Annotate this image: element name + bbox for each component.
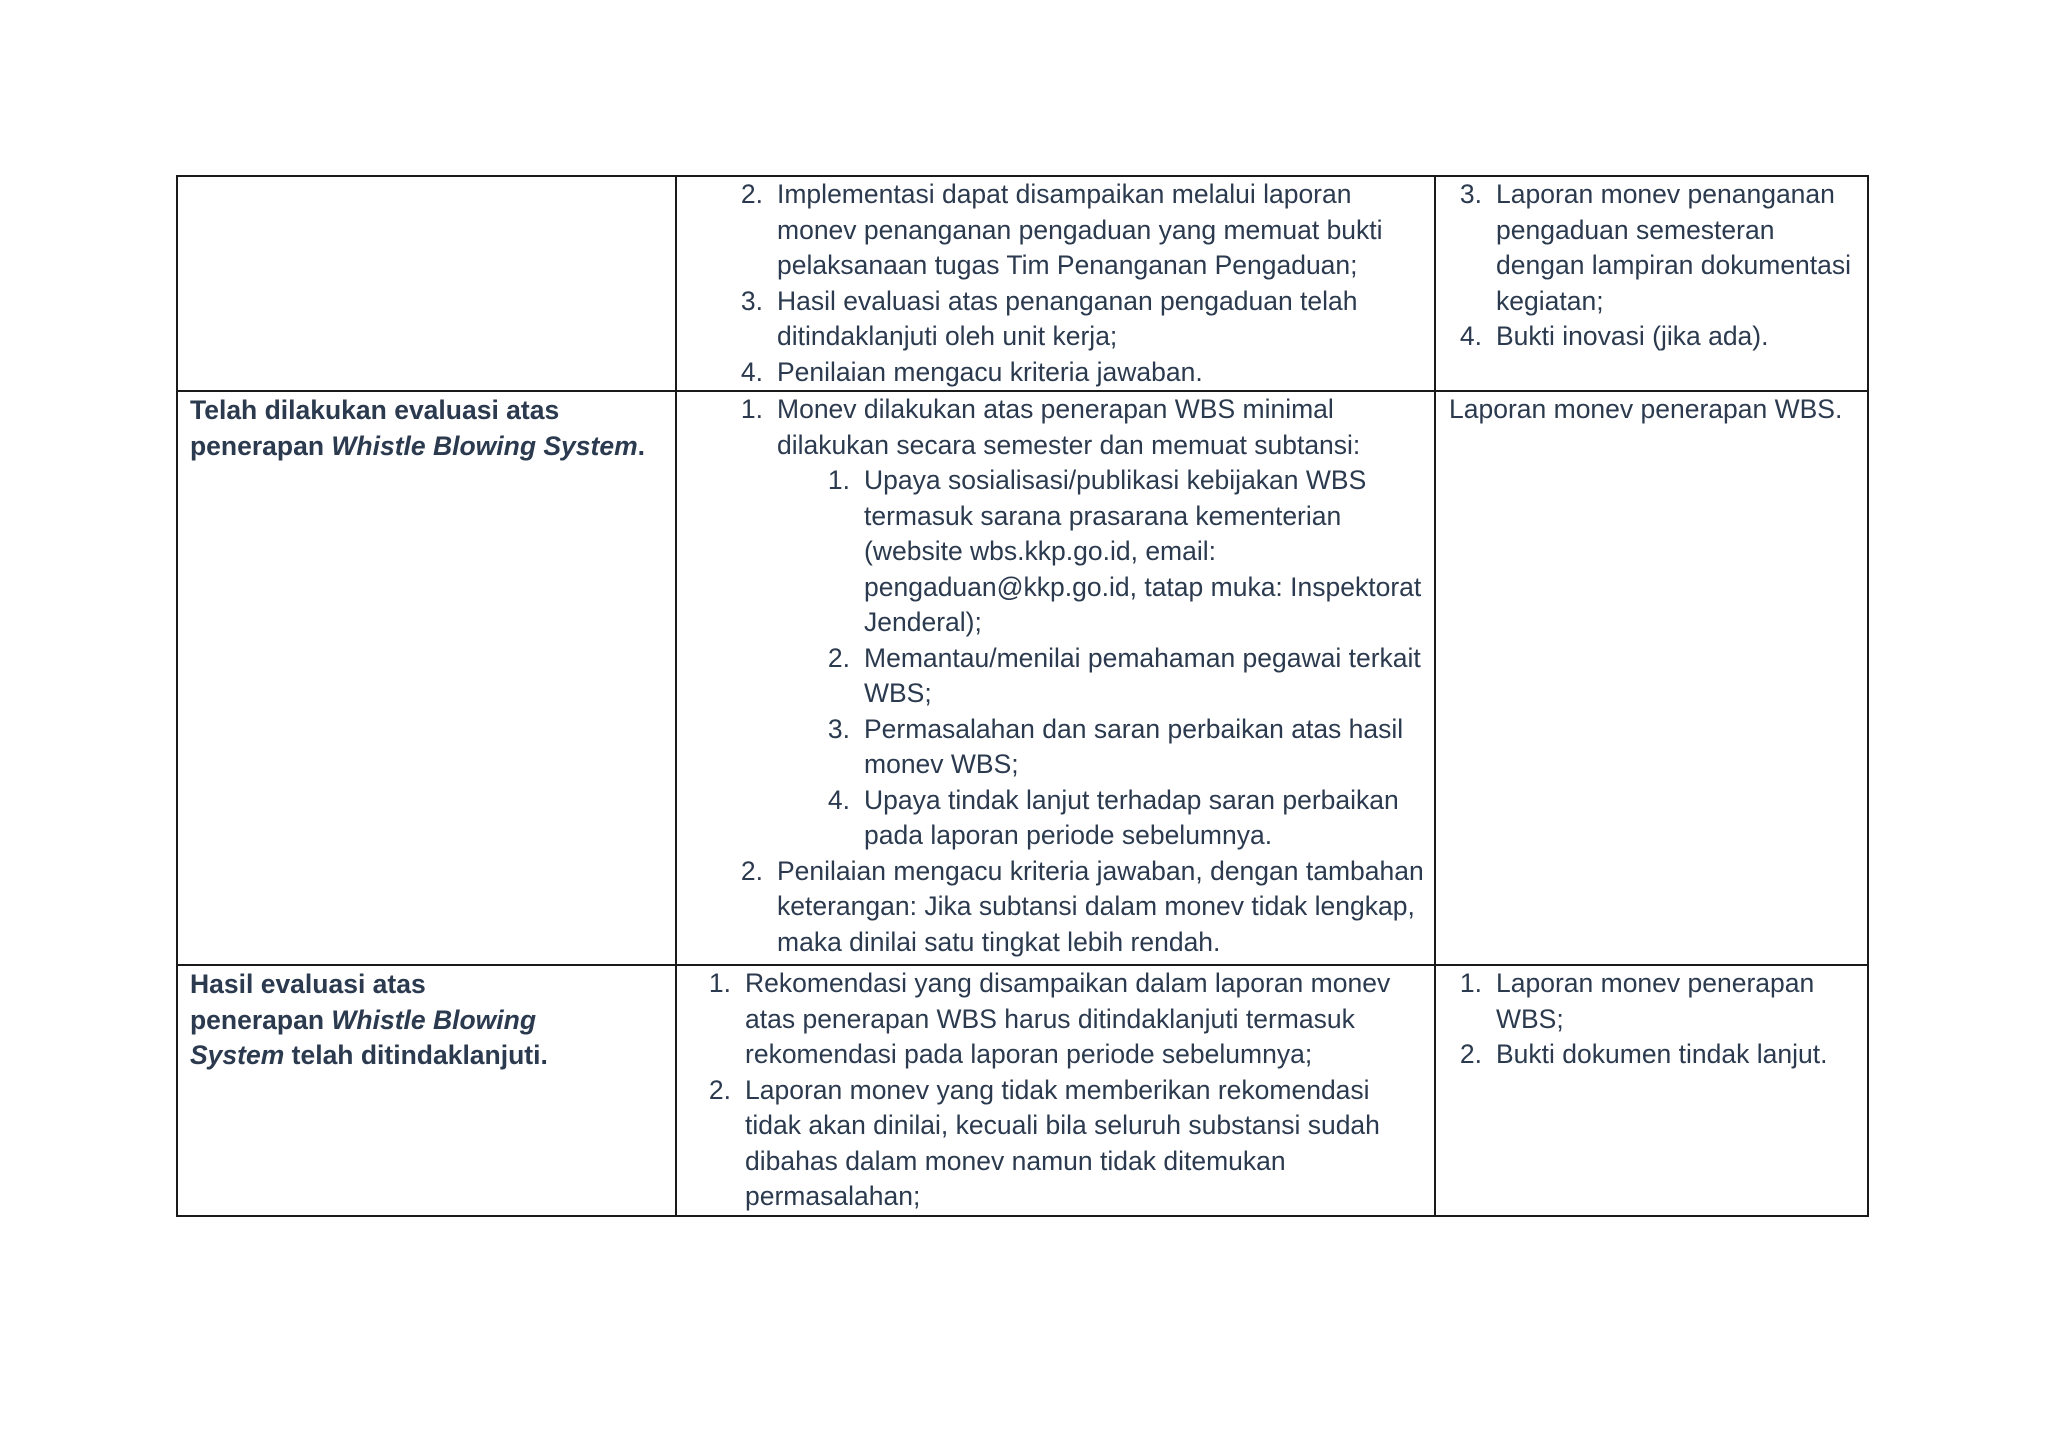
- sub-list-item: 3. Permasalahan dan saran perbaikan atas hasil monev WBS;: [827, 713, 1404, 779]
- list-item: 1. Rekomendasi yang disampaikan dalam laporan monev atas penerapan WBS harus ditindaklanjuti termasuk rekomendasi pada laporan periode sebelumnya;: [708, 968, 1391, 1069]
- sub-list-item: 4. Upaya tindak lanjut terhadap saran perbaikan pada laporan periode sebelumnya.: [827, 784, 1399, 850]
- criteria-cell: [177, 176, 676, 391]
- criteria-line: penerapan Whistle Blowing: [190, 1004, 537, 1035]
- list-item: 2. Bukti dokumen tindak lanjut.: [1459, 1039, 1828, 1069]
- evidence-text: Laporan monev penerapan WBS.: [1449, 394, 1843, 424]
- criteria-line: Telah dilakukan evaluasi atas: [190, 395, 560, 425]
- evidence-cell: [1435, 176, 1868, 391]
- list-item: 1. Monev dilakukan atas penerapan WBS minimal dilakukan secara semester dan memuat subtansi: 1. Upaya sosialisasi/publikasi kebijakan WBS termasuk sarana prasarana kementerian (website wbs.kkp.go.id, email: pengaduan@kkp.go.id, tatap muka: Inspektorat Jenderal); 2. Memantau/menilai pemahaman pegawai terkait WBS; 3. Permasalahan dan saran perbaikan atas hasil monev WBS; 4. Upaya tindak lanjut terhadap saran perbaikan pada laporan periode sebelumnya.: [777, 392, 1424, 854]
- list-item: 2. Implementasi dapat disampaikan melalui laporan monev penanganan pengaduan yang memuat bukti pelaksanaan tugas Tim Penanganan Pengaduan;: [740, 179, 1383, 280]
- list-item: 2. Penilaian mengacu kriteria jawaban, dengan tambahan keterangan: Jika subtansi dalam monev tidak lengkap, maka dinilai satu tingkat lebih rendah.: [740, 855, 1424, 957]
- table-row: [177, 391, 1868, 965]
- list-item: 1. Laporan monev penerapan WBS;: [1459, 968, 1815, 1034]
- list-item: 4. Bukti inovasi (jika ada).: [1459, 321, 1769, 351]
- sub-list-item: 2. Memantau/menilai pemahaman pegawai terkait WBS;: [827, 642, 1421, 708]
- table-row: [177, 176, 1868, 391]
- explanation-cell: [676, 965, 1435, 1216]
- criteria-line: System telah ditindaklanjuti.: [190, 1040, 548, 1070]
- sub-list-item: 1. Upaya sosialisasi/publikasi kebijakan WBS termasuk sarana prasarana kementerian (website wbs.kkp.go.id, email: pengaduan@kkp.go.id, tatap muka: Inspektorat Jenderal);: [827, 465, 1422, 637]
- evidence-list: [1459, 177, 1855, 355]
- list-item: 4. Penilaian mengacu kriteria jawaban.: [740, 356, 1203, 387]
- evidence-cell: [1435, 965, 1868, 1216]
- explanation-cell: [676, 391, 1435, 965]
- criteria-table: [176, 175, 1869, 1217]
- list-item: 3. Laporan monev penanganan pengaduan semesteran dengan lampiran dokumentasi kegiatan;: [1459, 179, 1852, 316]
- criteria-line: penerapan Whistle Blowing System.: [190, 430, 646, 461]
- explanation-list: [740, 392, 1424, 960]
- evidence-cell: [1435, 391, 1868, 965]
- explanation-list: [708, 966, 1420, 1215]
- list-item: 2. Laporan monev yang tidak memberikan rekomendasi tidak akan dinilai, kecuali bila seluruh substansi sudah dibahas dalam monev namun tidak ditemukan permasalahan;: [708, 1074, 1380, 1211]
- criteria-cell: [177, 965, 676, 1216]
- criteria-cell: [177, 391, 676, 965]
- table-row: [177, 965, 1868, 1216]
- explanation-cell: [676, 176, 1435, 391]
- evidence-list: [1459, 966, 1855, 1073]
- explanation-list: [740, 177, 1424, 390]
- criteria-line: Hasil evaluasi atas: [190, 969, 426, 999]
- list-item: 3. Hasil evaluasi atas penanganan pengaduan telah ditindaklanjuti oleh unit kerja;: [740, 285, 1358, 351]
- sub-list: [827, 463, 1424, 854]
